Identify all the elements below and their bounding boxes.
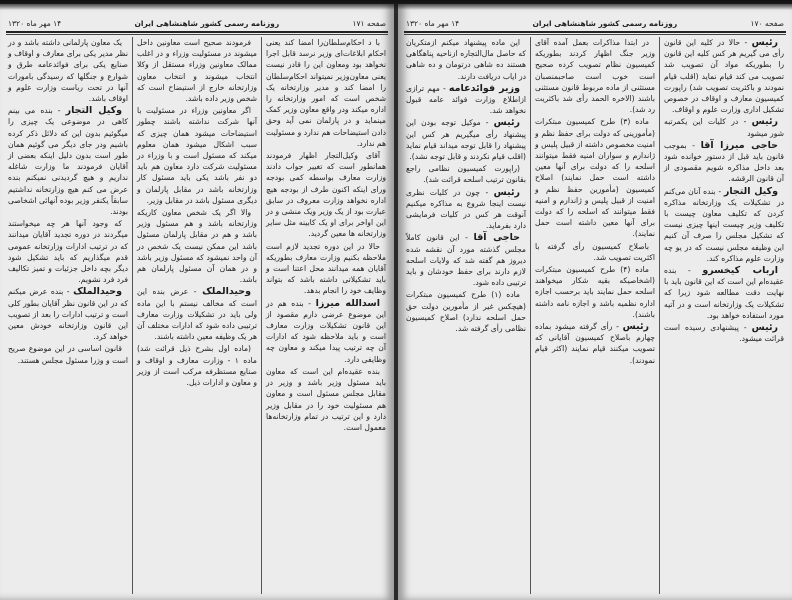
- paragraph: [535, 116, 655, 239]
- text-column: [402, 37, 530, 594]
- paragraph: [535, 241, 655, 263]
- paragraph: [8, 37, 128, 104]
- paragraph-text: با د احکام‌سلطان‌را امضا کند یعنی احکام ابلاغات‌ای وزیر نرسد قابل اجرا نخواهد بود ومعاون این را قادر نیست یعنی معاون‌وزیر نمیتواند احکام‌سلطان را امضا کند و مدیر وزارتخانه یک شخص است که امور وزارتخانه را اداره میکند ودر واقع معاون وزیر کمک مینماید و در پارلمان نمی آید وحق دادن استیضاحات هم ندارد و مسئولیت هم ندارد.: [266, 38, 386, 148]
- page-number: صفحه ۱۷۰: [750, 18, 784, 28]
- speaker-name: وکیل التجار: [723, 185, 778, 197]
- paragraph-text: - حالا در کلیه این قانون رأی می گیریم هر کس کلیه این قانون را بطوریکه مواد آن تصویب شد تصویب می کند قیام نماید (اقلب قیام نمودند و باکثریت تصویب شد) راپورت کمیسیون معارف و اوقاف در خصوص تشکیل اداری وزارت علوم و اوقاف.: [664, 38, 784, 115]
- speaker-name: ارباب کیخسرو: [702, 265, 779, 277]
- paragraph: [137, 37, 257, 104]
- paragraph: [664, 116, 784, 138]
- paragraph: [664, 186, 784, 264]
- paragraph: [137, 343, 257, 388]
- paragraph-text: والا اگر یک شخص معاون کاریکه وزارتخانه باشد و هم مسئول وزیر باشد و هم در مقابل پارلمان مسئول باشد این ممکن نیست یک شخص در آن واحد نمیشود که مسئول وزیر باشد و در همان آن مسئول پارلمان هم باشد.: [137, 208, 257, 285]
- paragraph-text: - بنده می بینم کاهی در موضوعی یک چیزی را میگوئیم بدون این که دلائل ذکر کرده باشیم ودر جای دیگر می گوئیم همان طور است بدون دلیل اینکه بعضی از آقایان فرمودند ما وزارت شاغله نداریم و هیچ گردیدنی نمیکنم بنده عرض می کنم هیچ وزارتخانه نداشتیم سابقاً یکنفر وزیر بوده آنهائی اشخاصی بودند.: [8, 106, 128, 217]
- left-page: [0, 4, 394, 600]
- speaker-name: وکیل التجار: [65, 105, 122, 117]
- paragraph-text: - مهم ترازی ازاطلاع وزارت فوائد عامه قبول نخواهد شد.: [406, 83, 526, 116]
- text-column: [659, 37, 788, 594]
- paragraph: [535, 264, 655, 320]
- paragraph-text: فرمودند صحیح است معاونین داخل میشوند در مسئولیت وزراء و در اغلب ممالک معاونین وزراء مستقل از وکلا انتخاب میشوند و انتخاب معاون وزارتخانه خارج از استیضاح است که شخص وزیر داده باشد.: [137, 38, 257, 104]
- speaker-name: رئیس: [493, 186, 520, 198]
- text-column: [132, 37, 261, 594]
- paragraph: [406, 232, 526, 288]
- paragraph: [8, 343, 128, 365]
- paragraph: [266, 37, 386, 149]
- paragraph-text: - پیشنهادی رسیده است قرائت میشود.: [664, 323, 784, 344]
- speaker-name: اسدالله میرزا: [315, 297, 380, 309]
- paragraph-text: - بموجب قانون باید قبل از دستور خوانده شود بعد داخل مذاکره شویم مقصودی از آن قانون الرقشه.: [664, 140, 784, 184]
- paragraph-text: - عرض بنده این است که مخالف نیستم با این ماده ولی باید در تشکیلات وزارت معارف ترتیبی داده شود که ادارات مختلف آن هر یک وظیفه معین داشته باشند.: [137, 287, 257, 342]
- header-rule: [404, 31, 786, 33]
- paragraph-text: باصلاح کمیسیون رأی گرفته با اکثریت تصویب شد.: [535, 241, 655, 262]
- paragraph: [8, 286, 128, 342]
- speaker-name: رئیس: [622, 321, 650, 333]
- paragraph-text: در ابتدا مذاکرات بعمل آمده آقای وزیر جنگ اظهار کردند بطوریکه کمیسیون نظام تصویب کرده صحیح است خوب است صاحبمنصبان مستثنی از ماده مربوط قانون مستثنی باشند (الاخره الحمد رأی شد باکثریت رد شد).: [535, 38, 655, 115]
- paragraph-text: ماده (۳) طرح کمیسیون مبتکرات (مأمورینی که دولت برای حفظ نظم و امنیت مخصوص داشته از قبیل پلیس و ژاندارم و سواران امنیه فقط میتوانند اسلحه را که دولت برای آنها معین داشته است حمل نمایند) اصلاح کمیسیون (مأمورین حفظ نظم و امنیت از قبیل پلیس و ژاندارم و امنیه فقط میتوانند که اسلحه را که دولت برای آنها معین داشته است حمل نمایند).: [535, 117, 655, 239]
- paragraph-text: - بنده عقیده‌ام این است که این قانون باید با نهایت دقت مطالعه شود زیرا که تشکیلات یک وزارتخانه است و در آتیه مورد استفاده خواهد بود.: [664, 266, 784, 320]
- paragraph: [535, 321, 655, 366]
- text-column: [261, 37, 390, 594]
- header-rule: [6, 31, 388, 33]
- paragraph: [8, 105, 128, 217]
- paragraph-text: آقای وکیل‌التجار اظهار فرمودند همانطور است که تغییر جواب دادند وزارت معارف بواسطه کمی بودجه ورای اینکه اکنون طرف از بودجه هیچ اداره نخواهد وزارت معروف در سابق عبارت بود از یک وزیر ویک منشی و در این اواخر برای او یک کابینه مثل سایر وزارتخانه ها معین گردید.: [266, 151, 386, 239]
- newspaper-title: روزنامه رسمی کشور شاهنشاهی ایران: [532, 18, 678, 28]
- paragraph: [406, 83, 526, 117]
- speaker-name: رئیس: [751, 37, 779, 48]
- right-page: [398, 4, 792, 600]
- paragraph: [137, 207, 257, 285]
- speaker-name: رئیس: [751, 116, 778, 128]
- speaker-name: حاجی آقا: [473, 232, 520, 244]
- speaker-name: وحیدالملک: [73, 286, 122, 298]
- paragraph-text: (راپورت کمیسیون نظامی راجع بقانون ترتیب اسلحه قرائت شد).: [406, 164, 526, 185]
- paragraph-text: - موکیل توجه بودن این پیشنهاد رأی میگیریم هر کس این پیشنهاد را قابل توجه میداند قیام نماید (اقلب قیام نکردند و قابل توجه نشد).: [406, 118, 526, 162]
- text-columns: [4, 37, 390, 594]
- paragraph-text: - بنده آنان می‌کنم در تشکیلات یک وزارتخانه مذاکره کردن که تکلیف معاون چیست با تکلیف وزیر چیست اینها چیزی نیست که تشکیل مجلس را صرف آن کنیم این وظیفه مجلس نیست که در یو چه وزارت علوم مذاکره کند.: [664, 186, 784, 263]
- paragraph-text: بنده عقیده‌ام این است که معاون باید مسئول وزیر باشد و وزیر در مقابل مجلس مسئول است و معاون هم مسئولیت خود را در مقابل وزیر دارد و این ترتیب در تمام وزارتخانه‌ها معمول است.: [266, 366, 386, 432]
- header-rule: [404, 34, 786, 35]
- speaker-name: رئیس: [493, 117, 520, 129]
- paragraph-text: اگر معاونین وزراء در مسئولیت با آنها شرکت نداشته باشند چطور استیضاحات میشود همان چیزی که سبب اشکال میشود همان معلوم میکند که مسئول است و با وزراء در مسئولیت شرکت دارد معاون هم باید دو نفر باشد یکی باید مسئول کار وزارتخانه باشد در مقابل پارلمان و دیگری مسئول باشد در مقابل وزیر.: [137, 106, 257, 205]
- header-rule: [6, 34, 388, 35]
- paragraph-text: - بنده عرض میکنم که در این قانون نظر آقایان بطور کلی است و ترتیب ادارات را بعد از تصویب این قانون وزارتخانه خودش معین خواهد کرد.: [8, 287, 128, 342]
- page-header: [8, 16, 386, 30]
- paragraph: [664, 140, 784, 185]
- text-column: [4, 37, 132, 594]
- text-columns: [402, 37, 788, 594]
- paragraph: [266, 298, 386, 365]
- paragraph-text: (ماده اول بشرح ذیل قرائت شد) ماده ۱ - وزارت معارف و اوقاف و صنایع مستظرفه مرکب است از وزیر و معاون و ادارات ذیل.: [137, 344, 257, 388]
- paragraph: [266, 366, 386, 433]
- text-column: [530, 37, 659, 594]
- paragraph: [664, 265, 784, 321]
- newspaper-title: روزنامه رسمی کشور شاهنشاهی ایران: [134, 18, 280, 28]
- issue-date: ۱۴ مهر ماه ۱۳۲۰: [8, 18, 62, 28]
- paragraph: [266, 150, 386, 240]
- speaker-name: حاجی میرزا آقا: [700, 139, 778, 151]
- speaker-name: رئیس: [751, 322, 778, 334]
- paragraph-text: این ماده پیشنهاد میکنم ازمتکریان که حاصل مال‌التجاره ازناحیه پناهگاهی هستند ده شاهی درتومان و ده شاهی در ایاب دریافت دارند.: [406, 38, 526, 81]
- paragraph: [137, 286, 257, 342]
- paragraph-text: ماده (۴) طرح کمیسیون مبتکرات (اشخاصیکه بقیه شکار میخواهند اسلحه حمل نمایند باید برحسب اجازه اداره نظمیه باشد و اجازه نامه داشته باشند).: [535, 265, 655, 319]
- paragraph-text: - رأی گرفته میشود بماده چهارم باصلاح کمیسیون آقایانی که تصویب میکنند قیام نمایند (اکثر قیام نمودند).: [535, 322, 655, 365]
- paragraph: [137, 105, 257, 206]
- page-number: صفحه ۱۷۱: [352, 18, 386, 28]
- paragraph-text: ماده (۱) طرح کمیسیون مبتکرات (هیچکس غیر از مأمورین دولت حق حمل اسلحه ندارد) اصلاح کمیسیون نظامی رأی گرفته شد.: [406, 290, 526, 334]
- paragraph-text: قانون اساسی در این موضوع صریح است و وزرا مسئول مجلس هستند.: [8, 344, 128, 365]
- paragraph: [406, 163, 526, 185]
- paragraph: [8, 218, 128, 285]
- paragraph: [406, 117, 526, 162]
- paragraph-text: - بنده هم در این موضوع عرضی دارم مقصود از این قانون تشکیلات وزارت معارف است و باید ملاحظه شود که ادارات آن چه ترتیب پیدا میکند و معاون چه وظایفی دارد.: [266, 298, 386, 364]
- paragraph: [664, 322, 784, 344]
- issue-date: ۱۴ مهر ماه ۱۳۲۰: [406, 18, 460, 28]
- paragraph-text: که وجود آنها هر چه میخواستند میگردند در دوره تجدید آقایان میدانند که در ترتیب ادارات وزارتخانه عمومی قدم میگذاریم که باید تشکیل شود دیگر بچه داخل جزئیات و تمیز تکالیف فرد فرد نشویم.: [8, 219, 128, 285]
- page-header: [406, 16, 784, 30]
- paragraph: [266, 241, 386, 297]
- paragraph-text: حالا در این دوره تجدید لازم است ملاحظه بکنیم وزارت معارف بطوریکه آقایان همه میدانند محل اعتنا است و باید تشکیلاتی داشته باشد که بتواند وظایف خود را انجام بدهد.: [266, 241, 386, 296]
- speaker-name: وزیر فوائدعامه: [448, 82, 520, 94]
- paragraph: [406, 37, 526, 82]
- paragraph-text: - در کلیات این یکمرتبه شور میشود: [664, 117, 784, 138]
- paragraph: [535, 37, 655, 115]
- paragraph: [406, 289, 526, 334]
- paragraph: [406, 187, 526, 232]
- speaker-name: وحیدالملک: [202, 286, 251, 298]
- paragraph-text: یک معاون پارلمانی داشته باشد و در نظر مدیر یکی برای معارف و اوقاف و صنایع یکی برای فوائدعامه طرق و شوارع و جنگلها که رسیدگی بامورات آنها در تحت ریاست وزارت علوم و اوقاف باشد.: [8, 38, 128, 104]
- paragraph-text: - چون در کلیات نظری نیست اینجا شروع به مذاکره میکنیم آنوقت هر کس در کلیات فرمایشی دارد بفرماید.: [406, 187, 526, 231]
- paragraph: [664, 37, 784, 115]
- paragraph-text: - این قانون کاملاً مجلس گذشته مورد آن نقشه شده دیروز هم گفته شد که ولایات اسلحه لازم دارند برای حفظ خودشان و باید ترتیبی داده شود.: [406, 233, 526, 288]
